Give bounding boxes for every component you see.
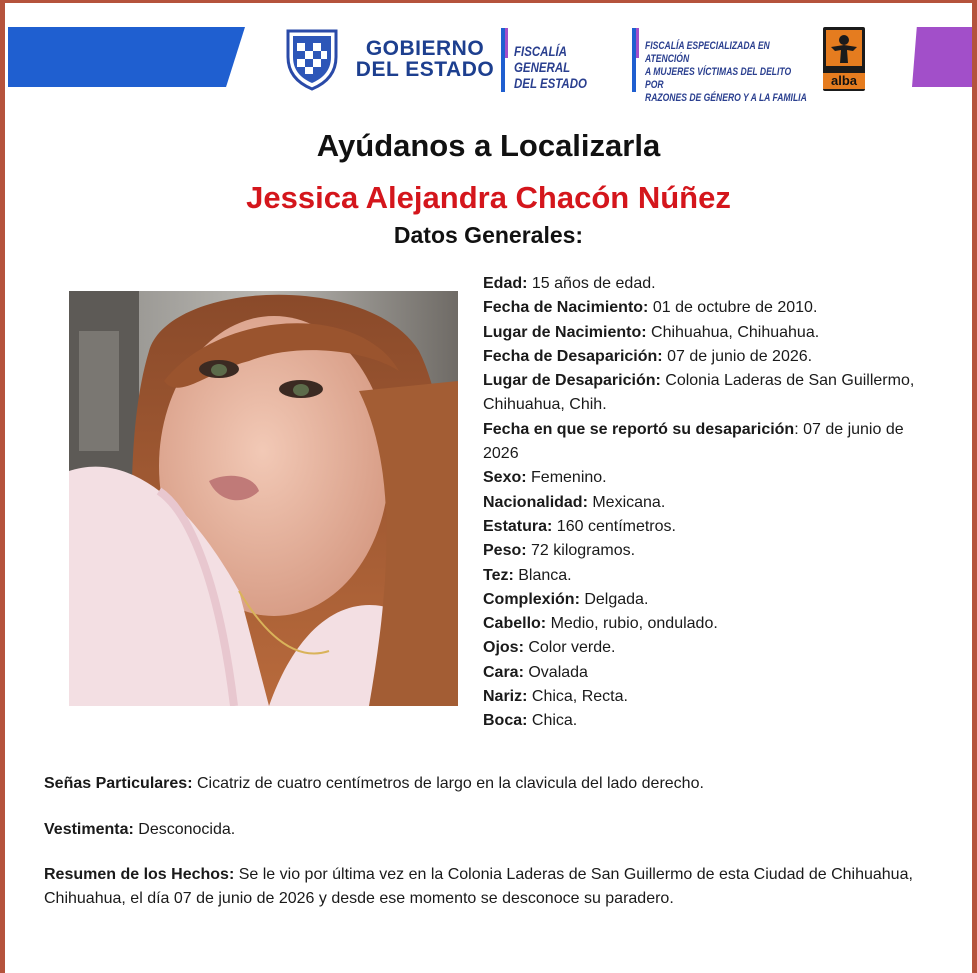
gobierno-line1: GOBIERNO xyxy=(365,37,485,60)
detail-row xyxy=(483,466,923,490)
detail-label: Ojos: xyxy=(483,639,524,657)
resumen-value: Se le vio por última vez en la Colonia Laderas de San Guillermo de esta Ciudad de Chihuahua, Chihuahua, el día 07 de junio de 2026 y desde ese momento se desconoce su paradero. xyxy=(44,866,913,907)
purple-accent-bar xyxy=(912,27,972,87)
header-banner xyxy=(0,0,977,104)
detail-row xyxy=(483,515,923,539)
details-list xyxy=(483,272,923,734)
section-title: Datos Generales: xyxy=(393,222,584,248)
detail-row xyxy=(483,491,923,515)
detail-label: Cara: xyxy=(483,663,524,681)
detail-label: Boca: xyxy=(483,712,528,730)
detail-row xyxy=(483,272,923,296)
fem-line2: A MUJERES VÍCTIMAS DEL DELITO POR xyxy=(645,66,792,91)
detail-row xyxy=(483,321,923,345)
detail-label: Tez: xyxy=(483,566,514,584)
detail-value: 07 de junio de 2026. xyxy=(662,347,813,365)
alba-figure-icon xyxy=(823,27,865,71)
person-name: Jessica Alejandra Chacón Núñez xyxy=(246,180,731,215)
detail-label: Nacionalidad: xyxy=(483,493,588,511)
fiscalia-line2: DEL ESTADO xyxy=(514,75,587,91)
detail-label: Complexión: xyxy=(483,590,580,608)
vestimenta-label: Vestimenta: xyxy=(44,821,134,838)
detail-label: Estatura: xyxy=(483,517,553,535)
alba-label: alba xyxy=(823,73,865,89)
detail-label: Lugar de Desaparición: xyxy=(483,372,661,390)
detail-label: Peso: xyxy=(483,542,527,560)
detail-row xyxy=(483,418,923,467)
detail-label: Fecha de Nacimiento: xyxy=(483,299,649,317)
resumen-label: Resumen de los Hechos: xyxy=(44,866,235,883)
gobierno-line2: DEL ESTADO xyxy=(355,58,495,81)
vestimenta xyxy=(44,818,934,842)
detail-row xyxy=(483,588,923,612)
fem-line3: RAZONES DE GÉNERO Y A LA FAMILIA xyxy=(645,92,807,104)
fiscalia-logo-text xyxy=(514,43,604,91)
detail-value: Chica. xyxy=(527,712,578,730)
fem-logo-text xyxy=(645,40,809,105)
page-title: Ayúdanos a Localizarla xyxy=(316,128,661,163)
detail-row xyxy=(483,685,923,709)
detail-value: Delgada. xyxy=(579,590,649,608)
detail-label: Fecha de Desaparición: xyxy=(483,347,663,365)
detail-value: Colonia Laderas de San Guillermo, Chihuahua, Chih. xyxy=(483,372,915,414)
gobierno-logo-text xyxy=(350,38,500,80)
detail-row xyxy=(483,345,923,369)
divider-accent xyxy=(505,28,508,58)
detail-value: Femenino. xyxy=(526,469,607,487)
detail-label: Lugar de Nacimiento: xyxy=(483,323,647,341)
detail-value: Color verde. xyxy=(523,639,616,657)
detail-value: Mexicana. xyxy=(587,493,666,511)
detail-label: Cabello: xyxy=(483,615,547,633)
detail-row xyxy=(483,636,923,660)
detail-row xyxy=(483,564,923,588)
detail-value: : 07 de junio de 2026 xyxy=(483,420,904,463)
detail-label: Sexo: xyxy=(483,469,527,487)
alba-logo xyxy=(823,27,865,91)
detail-label: Fecha en que se reportó su desaparición xyxy=(483,420,795,438)
detail-value: 15 años de edad. xyxy=(527,275,656,292)
detail-row xyxy=(483,709,923,733)
detail-value: 01 de octubre de 2010. xyxy=(648,299,818,317)
detail-label: Edad: xyxy=(483,275,528,292)
blue-accent-bar xyxy=(8,27,245,87)
detail-value: Blanca. xyxy=(513,566,572,584)
detail-label: Nariz: xyxy=(483,688,528,706)
fem-line1: FISCALÍA ESPECIALIZADA EN ATENCIÓN xyxy=(645,40,770,65)
state-shield-icon xyxy=(284,27,340,91)
detail-row xyxy=(483,661,923,685)
detail-row xyxy=(483,296,923,320)
detail-value: 72 kilogramos. xyxy=(526,542,636,560)
vestimenta-value: Desconocida. xyxy=(133,821,236,838)
detail-value: 160 centímetros. xyxy=(552,517,676,535)
senas-particulares xyxy=(44,772,934,796)
detail-row xyxy=(483,539,923,563)
detail-value: Chihuahua, Chihuahua. xyxy=(646,323,820,341)
detail-row xyxy=(483,369,923,418)
resumen-hechos xyxy=(44,863,934,911)
divider-accent xyxy=(636,28,639,58)
detail-value: Medio, rubio, ondulado. xyxy=(546,615,718,633)
detail-row xyxy=(483,612,923,636)
detail-value: Chica, Recta. xyxy=(527,688,628,706)
detail-value: Ovalada xyxy=(523,663,588,681)
fiscalia-line1: FISCALÍA GENERAL xyxy=(514,43,571,75)
senas-label: Señas Particulares: xyxy=(44,775,193,792)
missing-person-photo xyxy=(69,291,458,706)
senas-value: Cicatriz de cuatro centímetros de largo en la clavicula del lado derecho. xyxy=(192,775,704,792)
